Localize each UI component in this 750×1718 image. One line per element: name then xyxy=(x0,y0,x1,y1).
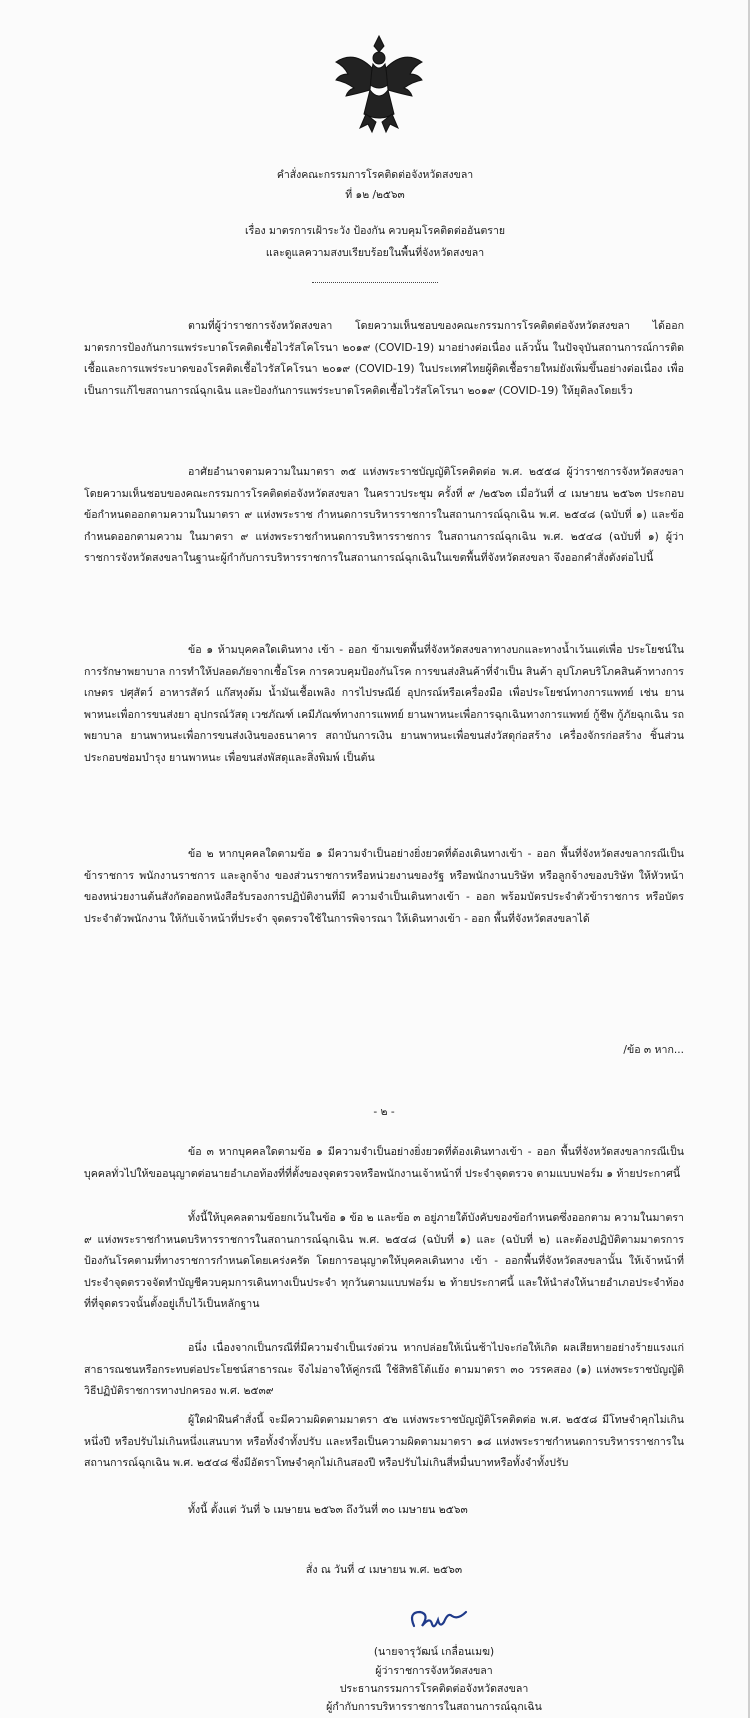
effective-period: ทั้งนี้ ตั้งแต่ วันที่ ๖ เมษายน ๒๕๖๓ ถึงวันที่ ๓๐ เมษายน ๒๕๖๓ xyxy=(188,1504,468,1516)
continued-marker: /ข้อ ๓ หาก... xyxy=(623,1044,684,1056)
signatory-role-3: ผู้กำกับการบริหารราชการในสถานการณ์ฉุกเฉิน xyxy=(326,1701,542,1713)
signatory-role-2: ประธานกรรมการโรคติดต่อจังหวัดสงขลา xyxy=(339,1683,529,1695)
order-title: คำสั่งคณะกรรมการโรคติดต่อจังหวัดสงขลา xyxy=(276,169,474,181)
clause-1: ข้อ ๑ ห้ามบุคคลใดเดินทาง เข้า - ออก ข้ามเขตพื้นที่จังหวัดสงขลาทางบกและทางน้ำเว้นแต่เพื่อ ประโยชน์ในการรักษาพยาบาล การทำให้ปลอดภัยจากเชื้อโรค การควบคุมป้องกันโรค การขนส่งสินค้าที่จำเป็น สินค้า อุปโภคบริโภคสินค้าทางการเกษตร ปศุสัตว์ อาหารสัตว์ แก๊สหุงต้ม น้ำมันเชื้อเพลิง การไปรษณีย์ อุปกรณ์หรือเครื่องมือ เพื่อประโยชน์ทางการแพทย์ เช่น ยานพาหนะเพื่อการขนส่งยา อุปกรณ์วัสดุ เวชภัณฑ์ เคมีภัณฑ์ทางการแพทย์ ยานพาหนะเพื่อการฉุกเฉินทางการแพทย์ กู้ชีพ กู้ภัยฉุกเฉิน รถพยาบาล ยานพาหนะเพื่อการขนส่งเงินของธนาคาร สถาบันการเงิน ยานพาหนะเพื่อขนส่งวัสดุก่อสร้าง เครื่องจักรก่อสร้าง ชิ้นส่วนประกอบซ่อมบำรุง ยานพาหนะ เพื่อขนส่งพัสดุและสิ่งพิมพ์ เป็นต้น xyxy=(84,644,684,764)
ordered-date: สั่ง ณ วันที่ ๔ เมษายน พ.ศ. ๒๕๖๓ xyxy=(305,1564,463,1576)
garuda-emblem-icon xyxy=(332,30,426,140)
signature-mark xyxy=(408,1602,468,1636)
page-number: - ๒ - xyxy=(373,1106,395,1118)
paragraph-penalty: ผู้ใดฝ่าฝืนคำสั่งนี้ จะมีความผิดตามมาตรา ๕๒ แห่งพระราชบัญญัติโรคติดต่อ พ.ศ. ๒๕๕๘ มีโทษจำคุกไม่เกินหนึ่งปี หรือปรับไม่เกินหนึ่งแสนบาท หรือทั้งจำทั้งปรับ และหรือเป็นความผิดตามมาตรา ๑๘ แห่งพระราชกำหนดการบริหารราชการในสถานการณ์ฉุกเฉิน พ.ศ. ๒๕๔๘ ซึ่งมีอัตราโทษจำคุกไม่เกินสองปี หรือปรับไม่เกินสี่หมื่นบาทหรือทั้งจำทั้งปรับ xyxy=(84,1414,684,1470)
clause-3: ข้อ ๓ หากบุคคลใดตามข้อ ๑ มีความจำเป็นอย่างยิ่งยวดที่ต้องเดินทางเข้า - ออก พื้นที่จังหวัดสงขลากรณีเป็นบุคคลทั่วไปให้ขออนุญาตต่อนายอำเภอท้องที่ที่ตั้งของจุดตรวจหรือพนักงานเจ้าหน้าที่ ประจำจุดตรวจ ตามแบบฟอร์ม ๑ ท้ายประกาศนี้ xyxy=(84,1146,684,1180)
paragraph-authority: อาศัยอำนาจตามความในมาตรา ๓๕ แห่งพระราชบัญญัติโรคติดต่อ พ.ศ. ๒๕๕๘ ผู้ว่าราชการจังหวัดสงขลา โดยความเห็นชอบของคณะกรรมการโรคติดต่อจังหวัดสงขลา ในคราวประชุม ครั้งที่ ๙ /๒๕๖๓ เมื่อวันที่ ๔ เมษายน ๒๕๖๓ ประกอบข้อกำหนดออกตามความในมาตรา ๙ แห่งพระราช กำหนดการบริหารราชการในสถานการณ์ฉุกเฉิน พ.ศ. ๒๕๔๘ (ฉบับที่ ๑) และข้อกำหนดออกตามความ ในมาตรา ๙ แห่งพระราชกำหนดการบริหารราชการ ในสถานการณ์ฉุกเฉิน พ.ศ. ๒๕๔๘ (ฉบับที่ ๑) ผู้ว่าราชการจังหวัดสงขลาในฐานะผู้กำกับการบริหารราชการในสถานการณ์ฉุกเฉินในเขตพื้นที่จังหวัดสงขลา จึงออกคำสั่งดังต่อไปนี้ xyxy=(84,466,684,565)
subject-line-2: และดูแลความสงบเรียบร้อยในพื้นที่จังหวัดสงขลา xyxy=(265,247,485,259)
subject-line-1: เรื่อง มาตรการเฝ้าระวัง ป้องกัน ควบคุมโรคติดต่ออันตราย xyxy=(244,225,505,237)
order-number: ที่ ๑๒ /๒๕๖๓ xyxy=(345,189,405,201)
signatory-name: (นายจารุวัฒน์ เกลื่อนเมฆ) xyxy=(373,1646,495,1658)
clause-3-conditions: ทั้งนี้ให้บุคคลตามข้อยกเว้นในข้อ ๑ ข้อ ๒ และข้อ ๓ อยู่ภายใต้บังคับของข้อกำหนดซึ่งออกตาม ความในมาตรา ๙ แห่งพระราชกำหนดบริหารราชการในสถานการณ์ฉุกเฉิน พ.ศ. ๒๕๔๘ (ฉบับที่ ๑) และ (ฉบับที่ ๒) และต้องปฏิบัติตามมาตรการป้องกันโรคตามที่ทางราชการกำหนดโดยเคร่งครัด โดยการอนุญาตให้บุคคลเดินทาง เข้า - ออกพื้นที่จังหวัดสงขลานั้น ให้เจ้าหน้าที่ประจำจุดตรวจจัดทำบัญชีควบคุมการเดินทางเป็นประจำ ทุกวันตามแบบฟอร์ม ๒ ท้ายประกาศนี้ และให้นำส่งให้นายอำเภอประจำท้องที่ที่จุดตรวจนั้นตั้งอยู่เก็บไว้เป็นหลักฐาน xyxy=(84,1212,684,1311)
paragraph-urgent: อนึ่ง เนื่องจากเป็นกรณีที่มีความจำเป็นเร่งด่วน หากปล่อยให้เนิ่นช้าไปจะก่อให้เกิด ผลเสียหายอย่างร้ายแรงแก่สาธารณชนหรือกระทบต่อประโยชน์สาธารณะ จึงไม่อาจให้คู่กรณี ใช้สิทธิโต้แย้ง ตามมาตรา ๓๐ วรรคสอง (๑) แห่งพระราชบัญญัติวิธีปฏิบัติราชการทางปกครอง พ.ศ. ๒๕๓๙ xyxy=(84,1342,684,1398)
clause-2: ข้อ ๒ หากบุคคลใดตามข้อ ๑ มีความจำเป็นอย่างยิ่งยวดที่ต้องเดินทางเข้า - ออก พื้นที่จังหวัดสงขลากรณีเป็นข้าราชการ พนักงานราชการ และลูกจ้าง ของส่วนราชการหรือหน่วยงานของรัฐ หรือพนักงานบริษัท หรือลูกจ้างของบริษัท ให้หัวหน้าของหน่วยงานต้นสังกัดออกหนังสือรับรองการปฏิบัติงานที่มี ความจำเป็นเดินทางเข้า - ออก พร้อมบัตรประจำตัวข้าราชการ หรือบัตรประจำตัวพนักงาน ให้กับเจ้าหน้าที่ประจำ จุดตรวจใช้ในการพิจารณา ให้เดินทางเข้า - ออก พื้นที่จังหวัดสงขลาได้ xyxy=(84,848,684,925)
signatory-role-1: ผู้ว่าราชการจังหวัดสงขลา xyxy=(375,1665,493,1677)
divider xyxy=(312,282,438,283)
paragraph-preamble: ตามที่ผู้ว่าราชการจังหวัดสงขลา โดยความเห็นชอบของคณะกรรมการโรคติดต่อจังหวัดสงขลา ได้ออกมาตรการป้องกันการแพร่ระบาดโรคติดเชื้อไวรัสโคโรนา ๒๐๑๙ (COVID-19) มาอย่างต่อเนื่อง แล้วนั้น ในปัจจุบันสถานการณ์การติดเชื้อและการแพร่ระบาดของโรคติดเชื้อไวรัสโคโรนา ๒๐๑๙ (COVID-19) ในประเทศไทยผู้ติดเชื้อรายใหม่ยังเพิ่มขึ้นอย่างต่อเนื่อง เพื่อเป็นการแก้ไขสถานการณ์ฉุกเฉิน และป้องกันการแพร่ระบาดโรคติดเชื้อไวรัสโคโรนา ๒๐๑๙ (COVID-19) ให้ยุติลงโดยเร็ว xyxy=(84,320,684,397)
